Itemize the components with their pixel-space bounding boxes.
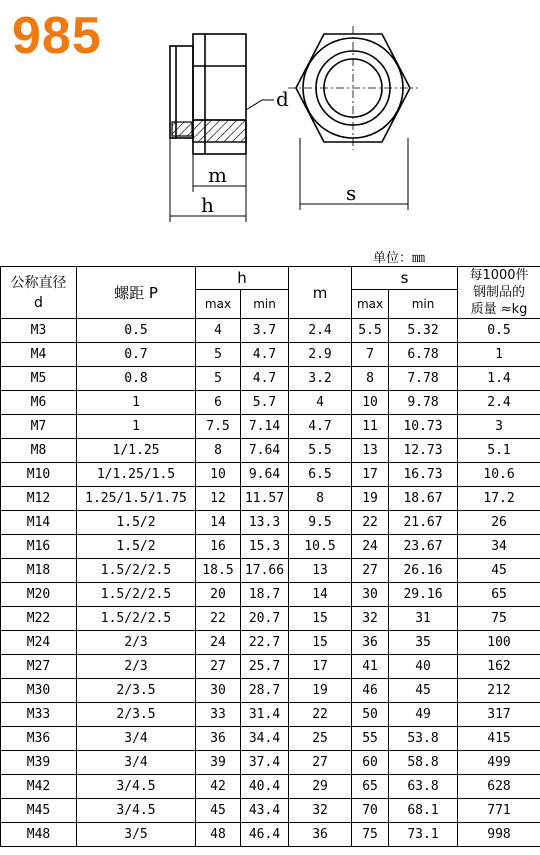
cell-s-max: 19 bbox=[352, 487, 389, 511]
table-row bbox=[1, 631, 540, 655]
cell-mass: 3 bbox=[458, 415, 540, 439]
cell-s-min: 73.1 bbox=[389, 823, 458, 847]
cell-diameter: M20 bbox=[1, 583, 77, 607]
cell-h-min: 13.3 bbox=[241, 511, 289, 535]
cell-diameter: M8 bbox=[1, 439, 77, 463]
col-header-mass-line3: 质量 ≈kg bbox=[470, 302, 528, 317]
cell-h-max: 4 bbox=[196, 319, 241, 343]
cell-pitch: 1.5/2/2.5 bbox=[77, 559, 196, 583]
cell-s-max: 55 bbox=[352, 727, 389, 751]
cell-s-min: 35 bbox=[389, 631, 458, 655]
col-header-h: h bbox=[196, 267, 289, 290]
cell-mass: 0.5 bbox=[458, 319, 540, 343]
cell-m-min: 17 bbox=[289, 655, 352, 679]
cell-mass: 628 bbox=[458, 775, 540, 799]
label-s: s bbox=[346, 181, 357, 205]
cell-h-max: 48 bbox=[196, 823, 241, 847]
cell-s-max: 24 bbox=[352, 535, 389, 559]
cell-h-min: 37.4 bbox=[241, 751, 289, 775]
spec-table bbox=[0, 266, 540, 847]
cell-diameter: M6 bbox=[1, 391, 77, 415]
table-row bbox=[1, 367, 540, 391]
cell-h-max: 14 bbox=[196, 511, 241, 535]
cell-h-max: 10 bbox=[196, 463, 241, 487]
label-h: h bbox=[201, 193, 214, 217]
cell-h-max: 7.5 bbox=[196, 415, 241, 439]
cell-s-min: 45 bbox=[389, 679, 458, 703]
cell-m-min: 4 bbox=[289, 391, 352, 415]
cell-m-min: 6.5 bbox=[289, 463, 352, 487]
cell-mass: 75 bbox=[458, 607, 540, 631]
cell-s-max: 13 bbox=[352, 439, 389, 463]
cell-mass: 5.1 bbox=[458, 439, 540, 463]
cell-pitch: 1.5/2 bbox=[77, 511, 196, 535]
unit-label: 单位：㎜ bbox=[373, 251, 426, 266]
cell-pitch: 1/1.25 bbox=[77, 439, 196, 463]
cell-s-min: 23.67 bbox=[389, 535, 458, 559]
cell-pitch: 0.7 bbox=[77, 343, 196, 367]
cell-h-max: 45 bbox=[196, 799, 241, 823]
cell-mass: 10.6 bbox=[458, 463, 540, 487]
cell-diameter: M5 bbox=[1, 367, 77, 391]
cell-diameter: M14 bbox=[1, 511, 77, 535]
cell-s-max: 65 bbox=[352, 775, 389, 799]
cell-pitch: 1.5/2/2.5 bbox=[77, 607, 196, 631]
col-header-m: m bbox=[289, 267, 352, 319]
cell-s-max: 30 bbox=[352, 583, 389, 607]
cell-diameter: M27 bbox=[1, 655, 77, 679]
cell-s-max: 22 bbox=[352, 511, 389, 535]
cell-mass: 212 bbox=[458, 679, 540, 703]
col-header-mass-line2: 钢制品的 bbox=[473, 285, 526, 300]
cell-mass: 317 bbox=[458, 703, 540, 727]
cell-pitch: 3/4.5 bbox=[77, 775, 196, 799]
cell-pitch: 1 bbox=[77, 391, 196, 415]
cell-pitch: 2/3 bbox=[77, 631, 196, 655]
table-row bbox=[1, 583, 540, 607]
cell-s-min: 18.67 bbox=[389, 487, 458, 511]
cell-mass: 1.4 bbox=[458, 367, 540, 391]
nylon-insert bbox=[172, 122, 192, 136]
cell-s-max: 60 bbox=[352, 751, 389, 775]
cell-h-min: 20.7 bbox=[241, 607, 289, 631]
cell-diameter: M22 bbox=[1, 607, 77, 631]
cell-s-min: 6.78 bbox=[389, 343, 458, 367]
label-d: d bbox=[276, 87, 289, 111]
cell-h-max: 6 bbox=[196, 391, 241, 415]
cell-s-min: 7.78 bbox=[389, 367, 458, 391]
cell-pitch: 1.5/2 bbox=[77, 535, 196, 559]
cell-h-min: 34.4 bbox=[241, 727, 289, 751]
cell-pitch: 1.5/2/2.5 bbox=[77, 583, 196, 607]
cell-s-min: 9.78 bbox=[389, 391, 458, 415]
cell-diameter: M24 bbox=[1, 631, 77, 655]
cell-s-min: 26.16 bbox=[389, 559, 458, 583]
center-lines bbox=[288, 26, 418, 150]
cell-m-min: 3.2 bbox=[289, 367, 352, 391]
cell-diameter: M45 bbox=[1, 799, 77, 823]
cell-h-max: 24 bbox=[196, 631, 241, 655]
cell-diameter: M12 bbox=[1, 487, 77, 511]
cell-m-min: 2.9 bbox=[289, 343, 352, 367]
table-row bbox=[1, 415, 540, 439]
cell-h-max: 8 bbox=[196, 439, 241, 463]
cell-mass: 2.4 bbox=[458, 391, 540, 415]
cell-diameter: M7 bbox=[1, 415, 77, 439]
cell-mass: 499 bbox=[458, 751, 540, 775]
cell-m-min: 29 bbox=[289, 775, 352, 799]
cell-h-max: 20 bbox=[196, 583, 241, 607]
table-row bbox=[1, 343, 540, 367]
cell-m-min: 25 bbox=[289, 727, 352, 751]
cell-h-max: 42 bbox=[196, 775, 241, 799]
table-row bbox=[1, 535, 540, 559]
cell-h-min: 4.7 bbox=[241, 343, 289, 367]
table-row bbox=[1, 655, 540, 679]
cell-h-max: 12 bbox=[196, 487, 241, 511]
col-header-pitch: 螺距 P bbox=[77, 267, 196, 319]
cell-s-max: 46 bbox=[352, 679, 389, 703]
cell-s-max: 27 bbox=[352, 559, 389, 583]
cell-h-max: 22 bbox=[196, 607, 241, 631]
cell-mass: 17.2 bbox=[458, 487, 540, 511]
cell-s-max: 32 bbox=[352, 607, 389, 631]
cell-m-min: 9.5 bbox=[289, 511, 352, 535]
cell-h-min: 40.4 bbox=[241, 775, 289, 799]
cell-mass: 34 bbox=[458, 535, 540, 559]
cell-h-min: 9.64 bbox=[241, 463, 289, 487]
col-header-s: s bbox=[352, 267, 458, 290]
cell-s-min: 49 bbox=[389, 703, 458, 727]
cell-mass: 100 bbox=[458, 631, 540, 655]
cell-mass: 415 bbox=[458, 727, 540, 751]
cell-m-min: 5.5 bbox=[289, 439, 352, 463]
cell-pitch: 3/4 bbox=[77, 751, 196, 775]
cell-mass: 1 bbox=[458, 343, 540, 367]
cell-m-min: 4.7 bbox=[289, 415, 352, 439]
cell-m-min: 10.5 bbox=[289, 535, 352, 559]
subheader-s-max: max bbox=[352, 290, 389, 319]
cell-s-max: 5.5 bbox=[352, 319, 389, 343]
cell-h-max: 18.5 bbox=[196, 559, 241, 583]
cell-h-min: 18.7 bbox=[241, 583, 289, 607]
cell-s-max: 41 bbox=[352, 655, 389, 679]
cell-diameter: M33 bbox=[1, 703, 77, 727]
cell-mass: 771 bbox=[458, 799, 540, 823]
cell-m-min: 8 bbox=[289, 487, 352, 511]
cell-s-min: 63.8 bbox=[389, 775, 458, 799]
table-row bbox=[1, 607, 540, 631]
table-row bbox=[1, 727, 540, 751]
cell-s-max: 50 bbox=[352, 703, 389, 727]
label-m: m bbox=[208, 163, 227, 187]
cell-m-min: 13 bbox=[289, 559, 352, 583]
cell-m-min: 22 bbox=[289, 703, 352, 727]
table-row bbox=[1, 463, 540, 487]
cell-diameter: M3 bbox=[1, 319, 77, 343]
cell-h-max: 27 bbox=[196, 655, 241, 679]
cell-m-min: 27 bbox=[289, 751, 352, 775]
cell-h-min: 5.7 bbox=[241, 391, 289, 415]
cell-s-min: 31 bbox=[389, 607, 458, 631]
cell-h-min: 7.14 bbox=[241, 415, 289, 439]
cell-pitch: 1.25/1.5/1.75 bbox=[77, 487, 196, 511]
cell-diameter: M39 bbox=[1, 751, 77, 775]
cell-pitch: 3/5 bbox=[77, 823, 196, 847]
table-row bbox=[1, 775, 540, 799]
cell-h-min: 17.66 bbox=[241, 559, 289, 583]
table-row bbox=[1, 799, 540, 823]
cell-diameter: M36 bbox=[1, 727, 77, 751]
col-header-mass bbox=[458, 267, 540, 319]
cell-h-min: 46.4 bbox=[241, 823, 289, 847]
cell-s-min: 16.73 bbox=[389, 463, 458, 487]
cell-h-max: 30 bbox=[196, 679, 241, 703]
cell-h-min: 22.7 bbox=[241, 631, 289, 655]
cell-pitch: 0.8 bbox=[77, 367, 196, 391]
cell-diameter: M18 bbox=[1, 559, 77, 583]
table-row bbox=[1, 319, 540, 343]
cell-h-min: 11.57 bbox=[241, 487, 289, 511]
hatched-section bbox=[193, 120, 246, 142]
cell-s-min: 10.73 bbox=[389, 415, 458, 439]
col-header-d-line1: 公称直径 bbox=[10, 274, 67, 291]
cell-s-min: 21.67 bbox=[389, 511, 458, 535]
cell-s-max: 11 bbox=[352, 415, 389, 439]
cell-pitch: 3/4 bbox=[77, 727, 196, 751]
cell-diameter: M4 bbox=[1, 343, 77, 367]
subheader-s-min: min bbox=[389, 290, 458, 319]
cell-h-max: 5 bbox=[196, 367, 241, 391]
cell-h-min: 43.4 bbox=[241, 799, 289, 823]
cell-h-min: 25.7 bbox=[241, 655, 289, 679]
subheader-h-min: min bbox=[241, 290, 289, 319]
col-header-d-line2: d bbox=[34, 294, 43, 311]
cell-mass: 26 bbox=[458, 511, 540, 535]
table-body bbox=[1, 319, 540, 847]
cell-h-min: 7.64 bbox=[241, 439, 289, 463]
cell-s-max: 8 bbox=[352, 367, 389, 391]
cell-diameter: M16 bbox=[1, 535, 77, 559]
subheader-h-max: max bbox=[196, 290, 241, 319]
cell-pitch: 1 bbox=[77, 415, 196, 439]
cell-m-min: 15 bbox=[289, 607, 352, 631]
cell-s-min: 12.73 bbox=[389, 439, 458, 463]
cell-s-max: 70 bbox=[352, 799, 389, 823]
cell-h-min: 15.3 bbox=[241, 535, 289, 559]
table-row bbox=[1, 679, 540, 703]
cell-diameter: M10 bbox=[1, 463, 77, 487]
cell-h-min: 31.4 bbox=[241, 703, 289, 727]
table-row bbox=[1, 751, 540, 775]
table-row bbox=[1, 391, 540, 415]
cell-pitch: 0.5 bbox=[77, 319, 196, 343]
cell-diameter: M42 bbox=[1, 775, 77, 799]
cell-pitch: 1/1.25/1.5 bbox=[77, 463, 196, 487]
cell-h-max: 36 bbox=[196, 727, 241, 751]
cell-h-min: 4.7 bbox=[241, 367, 289, 391]
cell-pitch: 2/3 bbox=[77, 655, 196, 679]
cell-h-max: 39 bbox=[196, 751, 241, 775]
cell-m-min: 2.4 bbox=[289, 319, 352, 343]
table-row bbox=[1, 511, 540, 535]
table-row bbox=[1, 487, 540, 511]
cell-h-min: 3.7 bbox=[241, 319, 289, 343]
table-row bbox=[1, 559, 540, 583]
cell-h-min: 28.7 bbox=[241, 679, 289, 703]
cell-s-max: 75 bbox=[352, 823, 389, 847]
cell-s-min: 58.8 bbox=[389, 751, 458, 775]
col-header-d bbox=[1, 267, 77, 319]
cell-diameter: M30 bbox=[1, 679, 77, 703]
page-title: 985 bbox=[12, 7, 102, 65]
cell-m-min: 32 bbox=[289, 799, 352, 823]
cell-mass: 162 bbox=[458, 655, 540, 679]
cell-s-min: 29.16 bbox=[389, 583, 458, 607]
cell-s-max: 7 bbox=[352, 343, 389, 367]
table-row bbox=[1, 823, 540, 847]
cell-s-min: 68.1 bbox=[389, 799, 458, 823]
cell-h-max: 33 bbox=[196, 703, 241, 727]
col-header-mass-line1: 每1000件 bbox=[469, 268, 529, 283]
cell-h-max: 16 bbox=[196, 535, 241, 559]
cell-m-min: 14 bbox=[289, 583, 352, 607]
cell-mass: 998 bbox=[458, 823, 540, 847]
table-row bbox=[1, 439, 540, 463]
cell-m-min: 36 bbox=[289, 823, 352, 847]
cell-mass: 45 bbox=[458, 559, 540, 583]
cell-pitch: 2/3.5 bbox=[77, 679, 196, 703]
cell-pitch: 2/3.5 bbox=[77, 703, 196, 727]
cell-s-min: 53.8 bbox=[389, 727, 458, 751]
cell-s-min: 5.32 bbox=[389, 319, 458, 343]
cell-m-min: 15 bbox=[289, 631, 352, 655]
cell-h-max: 5 bbox=[196, 343, 241, 367]
nut-drawing bbox=[150, 20, 420, 232]
table-row bbox=[1, 703, 540, 727]
cell-s-max: 10 bbox=[352, 391, 389, 415]
cell-m-min: 19 bbox=[289, 679, 352, 703]
cell-s-max: 17 bbox=[352, 463, 389, 487]
cell-s-max: 36 bbox=[352, 631, 389, 655]
cell-mass: 65 bbox=[458, 583, 540, 607]
cell-s-min: 40 bbox=[389, 655, 458, 679]
cell-diameter: M48 bbox=[1, 823, 77, 847]
cell-pitch: 3/4.5 bbox=[77, 799, 196, 823]
